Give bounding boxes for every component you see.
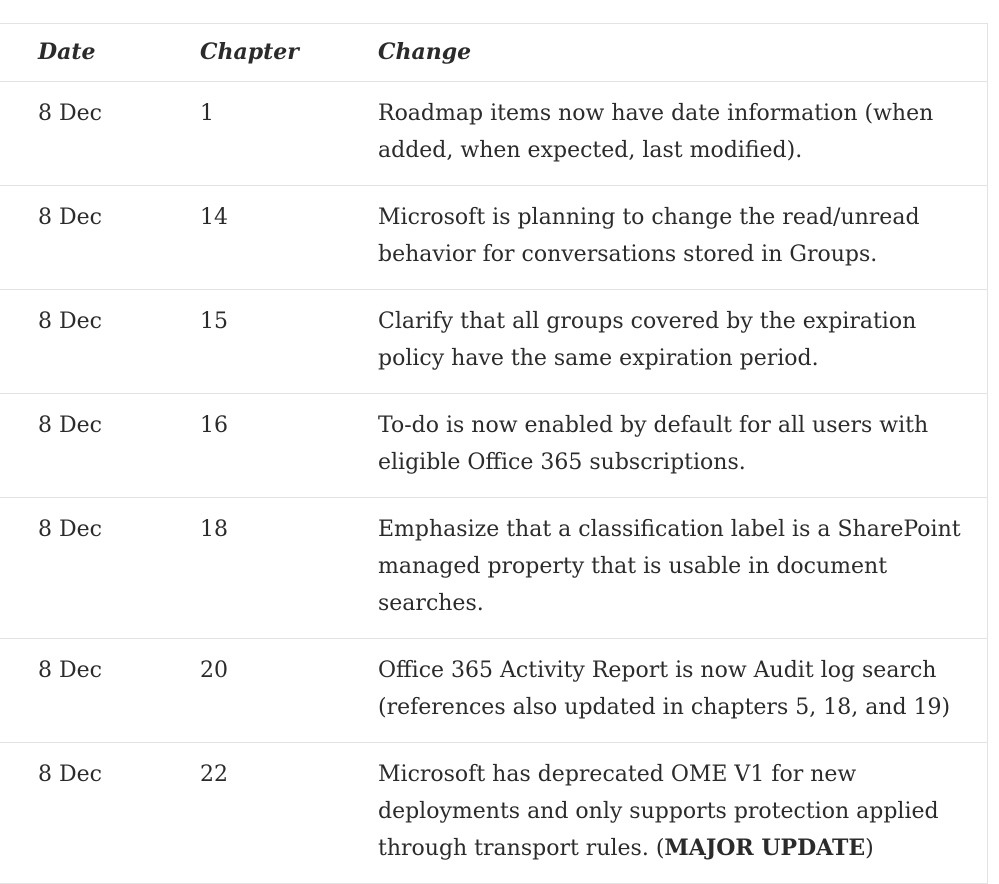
row-date: 8 Dec [38,517,102,542]
table-row [0,81,987,185]
table-row [0,393,987,497]
row-change-text: Microsoft has deprecated OME V1 for new deployments and only supports protection applied through transport rules. ( [378,762,939,861]
row-change: Emphasize that a classification label is a SharePoint managed property that is usable in document searches. [378,517,961,616]
row-change: Microsoft is planning to change the read/unread behavior for conversations stored in Groups. [378,205,920,267]
table-header-row [0,23,987,81]
header-chapter: Chapter [200,39,299,65]
row-date: 8 Dec [38,762,102,787]
header-date: Date [38,39,96,65]
table-row [0,289,987,393]
table-row [0,638,987,742]
major-update-label: MAJOR UPDATE [664,835,866,861]
change-log-table [0,23,988,884]
row-date: 8 Dec [38,658,102,683]
row-chapter: 1 [200,101,214,126]
row-date: 8 Dec [38,309,102,334]
row-chapter: 22 [200,762,228,787]
row-date: 8 Dec [38,101,102,126]
table-row [0,742,987,884]
row-change [378,743,987,883]
row-chapter: 20 [200,658,228,683]
row-chapter: 14 [200,205,228,230]
row-date: 8 Dec [38,413,102,438]
row-change-suffix: ) [865,836,874,861]
row-chapter: 18 [200,517,228,542]
row-date: 8 Dec [38,205,102,230]
table-row [0,185,987,289]
row-change: To-do is now enabled by default for all users with eligible Office 365 subscriptions. [378,413,929,475]
row-chapter: 15 [200,309,228,334]
row-change: Roadmap items now have date information (when added, when expected, last modified). [378,101,934,163]
table-row [0,497,987,638]
row-change: Office 365 Activity Report is now Audit log search (references also updated in chapters 5, 18, and 19) [378,658,951,720]
row-chapter: 16 [200,413,228,438]
row-change: Clarify that all groups covered by the expiration policy have the same expiration period. [378,309,917,371]
header-change: Change [378,39,472,65]
